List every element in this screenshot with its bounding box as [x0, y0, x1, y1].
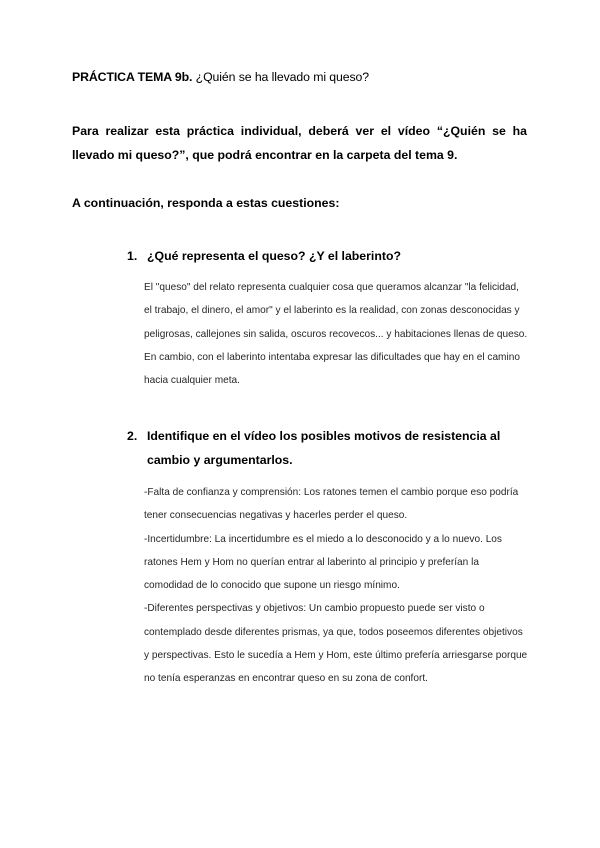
- instructions-lead: A continuación, responda a estas cuestiones:: [72, 196, 340, 210]
- page-title: [72, 70, 369, 84]
- question-text: Identifique en el vídeo los posibles motivos de resistencia al cambio y argumentarlos.: [147, 429, 501, 467]
- question-2: [127, 424, 527, 472]
- answer-paragraph: -Falta de confianza y comprensión: Los ratones temen el cambio porque eso podría tener consecuencias negativas y hacerles perder el queso.: [144, 487, 519, 522]
- page-title-label: PRÁCTICA TEMA 9b.: [72, 70, 193, 84]
- intro-paragraph: Para realizar esta práctica individual, deberá ver el vídeo “¿Quién se ha llevado mi queso?”, que podrá encontrar en la carpeta del tema 9.: [72, 124, 527, 162]
- answer-paragraph: El "queso" del relato representa cualquier cosa que queramos alcanzar "la felicidad, el trabajo, el dinero, el amor" y el laberinto es la realidad, con zonas desconocidas y peligrosas, callejones sin salida, oscuros recovecos... y habitaciones llenas de queso.: [144, 282, 528, 340]
- answer-paragraph: -Incertidumbre: La incertidumbre es el miedo a lo desconocido y a lo nuevo. Los ratones Hem y Hom no querían entrar al laberinto al principio y preferían la comodidad de lo conocido que supone un riesgo mínimo.: [144, 533, 502, 592]
- answer-paragraph: -Diferentes perspectivas y objetivos: Un cambio propuesto puede ser visto o contemplado desde diferentes prismas, ya que, todos poseemos diferentes objetivos y perspectivas. Esto le sucedía a Hem y Hom, este último prefería arriesgarse porque no tenía esperanzas en encontrar queso en su zona de confort.: [144, 603, 528, 685]
- question-number: 1.: [127, 249, 138, 263]
- answer-1: [144, 276, 529, 392]
- answer-paragraph: En cambio, con el laberinto intentaba expresar las dificultades que hay en el camino hacia cualquier meta.: [144, 351, 520, 387]
- question-1: [127, 244, 527, 268]
- question-number: 2.: [127, 429, 138, 443]
- page-title-question: ¿Quién se ha llevado mi queso?: [192, 70, 370, 84]
- question-text: ¿Qué representa el queso? ¿Y el laberinto?: [147, 249, 401, 263]
- answer-2: [144, 481, 529, 691]
